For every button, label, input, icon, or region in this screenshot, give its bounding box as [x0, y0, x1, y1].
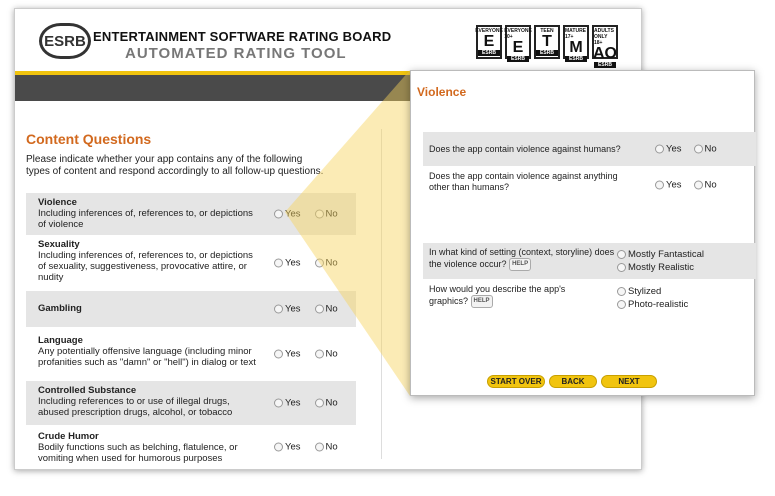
mostly-realistic-radio[interactable]: Mostly Realistic	[617, 262, 704, 273]
question-description: Any potentially offensive language (including minor profanities such as "damn" or "hell") in dialog or text	[38, 346, 256, 368]
start-over-button[interactable]: START OVER	[487, 375, 545, 388]
question-controlled-substance	[26, 381, 356, 425]
question-violence	[26, 193, 356, 235]
violence-detail-panel	[410, 70, 755, 396]
question-description: Including inferences of, references to, or depictions of sexuality, suggestiveness, provocative attire, or nudity	[38, 250, 253, 283]
question-text: Does the app contain violence against humans?	[429, 144, 621, 154]
question-name: Sexuality	[38, 239, 80, 250]
header	[15, 9, 641, 75]
question-gambling	[26, 291, 356, 327]
brand-title: ENTERTAINMENT SOFTWARE RATING BOARD	[93, 29, 392, 44]
question-list	[26, 193, 356, 469]
yes-radio[interactable]: Yes	[274, 398, 301, 409]
yes-radio[interactable]: Yes	[655, 144, 682, 155]
no-radio[interactable]: No	[315, 398, 338, 409]
page-intro: Please indicate whether your app contains any of the following types of content and respond accordingly to all follow-up questions.	[26, 154, 324, 177]
stylized-radio[interactable]: Stylized	[617, 286, 688, 297]
yes-radio[interactable]: Yes	[274, 442, 301, 453]
help-button[interactable]: HELP	[471, 295, 493, 308]
question-text: In what kind of setting (context, storyline) does the violence occur?	[429, 247, 615, 269]
question-text: Does the app contain violence against anything other than humans?	[429, 171, 618, 192]
violence-title: Violence	[417, 85, 467, 99]
rating-everyone-icon: EVERYONE E ESRB	[476, 25, 502, 59]
navigation-buttons	[487, 375, 657, 388]
violence-q-nonhumans	[423, 167, 756, 203]
question-name: Language	[38, 335, 83, 346]
no-radio[interactable]: No	[315, 349, 338, 360]
brand-subtitle: AUTOMATED RATING TOOL	[125, 45, 347, 62]
help-button[interactable]: HELP	[509, 258, 531, 271]
violence-q-humans	[423, 132, 756, 166]
back-button[interactable]: BACK	[549, 375, 597, 388]
page-title: Content Questions	[26, 131, 152, 147]
violence-q-graphics	[423, 280, 756, 316]
column-divider	[381, 129, 382, 459]
no-radio[interactable]: No	[694, 144, 717, 155]
yes-radio[interactable]: Yes	[274, 349, 301, 360]
no-radio[interactable]: No	[315, 304, 338, 315]
esrb-logo	[39, 23, 91, 59]
next-button[interactable]: NEXT	[601, 375, 657, 388]
rating-everyone10-icon: EVERYONE 10+ E ESRB	[505, 25, 531, 59]
rating-mature-icon: MATURE 17+ M ESRB	[563, 25, 589, 59]
question-description: Including inferences of, references to, or depictions of violence	[38, 208, 253, 230]
yes-radio[interactable]: Yes	[274, 258, 301, 269]
no-radio[interactable]: No	[315, 258, 338, 269]
question-text: How would you describe the app's graphics?	[429, 284, 566, 306]
question-description: Including references to or use of illegal drugs, abused prescription drugs, alcohol, or tobacco	[38, 396, 233, 418]
yes-radio[interactable]: Yes	[655, 180, 682, 191]
no-radio[interactable]: No	[315, 442, 338, 453]
esrb-logo-text: ESRB	[44, 32, 86, 50]
no-radio[interactable]: No	[315, 209, 338, 220]
mostly-fantastical-radio[interactable]: Mostly Fantastical	[617, 249, 704, 260]
photo-realistic-radio[interactable]: Photo-realistic	[617, 299, 688, 310]
question-description: Bodily functions such as belching, flatulence, or vomiting when used for humorous purposes	[38, 442, 238, 464]
question-language	[26, 327, 356, 381]
question-name: Crude Humor	[38, 431, 99, 442]
yes-radio[interactable]: Yes	[274, 209, 301, 220]
no-radio[interactable]: No	[694, 180, 717, 191]
rating-adults-only-icon: ADULTS ONLY 18+ AO ESRB	[592, 25, 618, 59]
yes-radio[interactable]: Yes	[274, 304, 301, 315]
question-name: Violence	[38, 197, 77, 208]
question-name: Controlled Substance	[38, 385, 137, 396]
rating-icons	[475, 25, 618, 68]
question-name: Gambling	[38, 303, 82, 314]
rating-teen-icon: TEEN T ESRB	[534, 25, 560, 59]
violence-q-setting	[423, 243, 756, 279]
question-sexuality	[26, 235, 356, 291]
question-crude-humor	[26, 425, 356, 469]
